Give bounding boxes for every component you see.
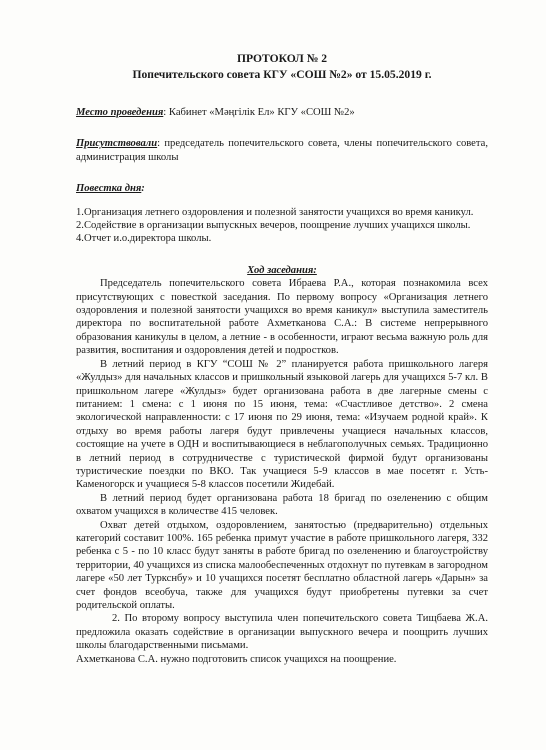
proceedings-paragraph: Председатель попечительского совета Ибраева Р.А., которая познакомила всех присутствующих с повесткой заседания. По первому вопросу «Организация летнего оздоровления и полезной занятости учащихся во время каникул» выступила заместитель директора по воспитательной работе Ахметканова С.А.: В системе непрерывного образования каникулы в целом, а летние - в особенности, играют весьма важную роль для развития, воспитания и оздоровления детей и подростков. xyxy=(76,278,488,357)
document-subtitle: Попечительского совета КГУ «СОШ №2» от 15.05.2019 г. xyxy=(132,68,432,81)
agenda-item: 4.Отчет и.о.директора школы. xyxy=(76,233,212,245)
agenda-label: Повестка дня xyxy=(76,183,142,195)
agenda-item: 1.Организация летнего оздоровления и полезной занятости учащихся во время каникул. xyxy=(76,206,474,218)
agenda-label-suffix: : xyxy=(141,183,145,195)
attendees-value: : председатель попечительского совета, члены попечительского совета, администрация школы xyxy=(76,138,488,163)
meeting-place xyxy=(76,106,488,119)
proceedings-paragraph: 2. По второму вопросу выступила член попечительского совета Тищбаева Ж.А. предложила оказать содействие в организации выпускного вечера и поощрить лучших школы благодарственными письмами. xyxy=(76,613,488,652)
proceedings-closing: Ахметканова С.А. нужно подготовить список учащихся на поощрение. xyxy=(76,653,397,665)
proceedings-paragraph: В летний период в КГУ “СОШ № 2” планируется работа пришкольного лагеря «Жулдыз» для начальных классов и пришкольный языковой лагерь для учащихся 5-7 кл. В пришкольном лагере «Жулдыз» будет организована работа в две лагерные смены с питанием: 1 смена: с 1 июня по 15 июня, тема: «Счастливое детство». 2 смена экологической направленности: с 17 июня по 29 июня, тема: «Изучаем родной край». К отдыху во время работы лагеря будут привлечены учащиеся начальных классов, состоящие на учете в ОДН и воспитывающиеся в неблагополучных семьях. Традиционно в летний период в сотрудничестве с туристической фирмой будут организованы туристические поездки по ВКО. Так учащиеся 5-9 классов в мае посетят г. Усть-Каменогорск и учащиеся 5-8 классов посетили Жидебай. xyxy=(76,358,488,491)
agenda-item: 2.Содействие в организации выпускных вечеров, поощрение лучших учащихся школы. xyxy=(76,220,471,232)
attendees-label: Присутствовали xyxy=(76,138,158,150)
proceedings-heading: Ход заседания: xyxy=(247,264,317,276)
proceedings-paragraph: Охват детей отдыхом, оздоровлением, занятостью (предварительно) отдельных категорий составит 100%. 165 ребенка примут участие в работе пришкольного лагеря, 332 ребенка с 5 - по 10 класс будут заняты в работе бригад по озеленению и благоустройству территории, 40 учащихся из списка малообеспеченных отдохнут по путевкам в загородном лагере «50 лет Туркснбу» и 10 учащихся посетят бесплатно областной лагерь «Дарын» за счет фондов всеобуча, также для учащихся будут приобретены путевки за счет родительской оплаты. xyxy=(76,519,488,611)
meeting-place-label: Место проведения xyxy=(76,107,164,118)
agenda-heading xyxy=(76,182,488,195)
attendees xyxy=(76,137,488,164)
proceedings-paragraph: В летний период будет организована работа 18 бригад по озеленению с общим охватом учащихся в количестве 415 человек. xyxy=(76,492,488,518)
meeting-place-value: : Кабинет «Мәңгілік Ел» КГУ «СОШ №2» xyxy=(163,107,355,118)
document-title: ПРОТОКОЛ № 2 xyxy=(236,52,328,65)
